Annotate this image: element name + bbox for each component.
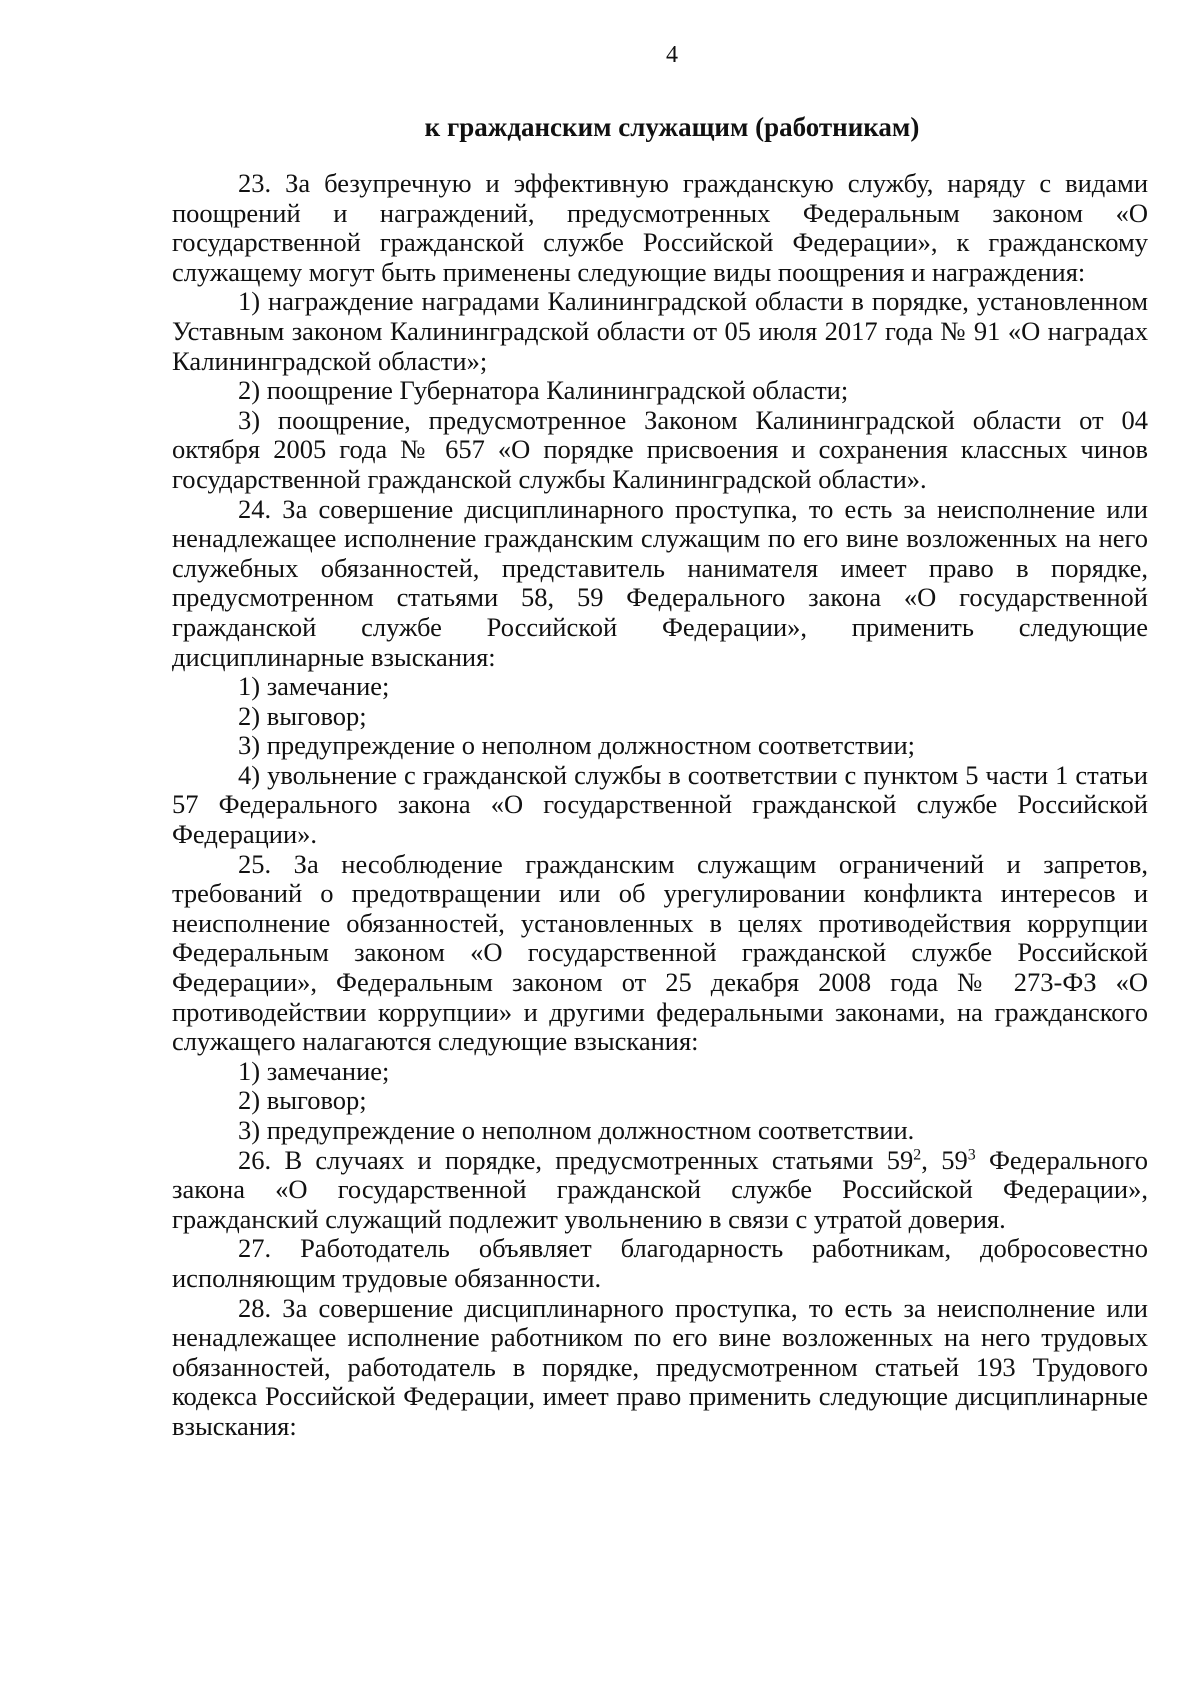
paragraph-26-part2: , 59 — [921, 1144, 968, 1175]
page-number: 4 — [666, 42, 678, 68]
paragraph-23: 23. За безупречную и эффективную гражданскую службу, наряду с видами поощрений и награждений, предусмотренных Федеральным законом «О государственной гражданской службе Российской Федерации», к гражданскому служащему могут быть применены следующие виды поощрения и награждения: — [172, 168, 1148, 287]
paragraph-26-part3: Федерального закона «О государственной гражданской службе Российской Федерации», гражданский служащий подлежит увольнению в связи с утратой доверия. — [172, 1144, 1148, 1234]
paragraph-26-part1: 26. В случаях и порядке, предусмотренных статьями 59 — [238, 1144, 914, 1175]
list-item: 2) поощрение Губернатора Калининградской области; — [238, 375, 849, 406]
paragraph-24: 24. За совершение дисциплинарного проступка, то есть за неисполнение или ненадлежащее исполнение гражданским служащим по его вине возложенных на него служебных обязанностей, представитель нанимателя имеет право в порядке, предусмотренном статьями 58, 59 Федерального закона «О государственной гражданской службе Российской Федерации», применить следующие дисциплинарные взыскания: — [172, 493, 1148, 672]
paragraph-25: 25. За несоблюдение гражданским служащим ограничений и запретов, требований о предотвращении или об урегулировании конфликта интересов и неисполнение обязанностей, установленных в целях противодействия коррупции Федеральным законом «О государственной гражданской службе Российской Федерации», Федеральным законом от 25 декабря 2008 года № 273-ФЗ «О противодействии коррупции» и другими федеральными законами, на гражданского служащего налагаются следующие взыскания: — [172, 848, 1148, 1057]
list-item: 3) предупреждение о неполном должностном соответствии. — [238, 1115, 915, 1145]
list-item: 3) поощрение, предусмотренное Законом Калининградской области от 04 октября 2005 года № 657 «О порядке присвоения и сохранения классных чинов государственной гражданской службы Калининградской области». — [172, 404, 1148, 494]
paragraph-28: 28. За совершение дисциплинарного проступка, то есть за неисполнение или ненадлежащее исполнение работником по его вине возложенных на него трудовых обязанностей, работодатель в порядке, предусмотренном статьей 193 Трудового кодекса Российской Федерации, имеет право применить следующие дисциплинарные взыскания: — [172, 1292, 1148, 1441]
list-item: 1) замечание; — [238, 1055, 390, 1086]
superscript: 3 — [967, 1146, 976, 1164]
list-item: 2) выговор; — [238, 1085, 367, 1116]
superscript: 2 — [913, 1146, 922, 1164]
list-item: 4) увольнение с гражданской службы в соответствии с пунктом 5 части 1 статьи 57 Федерального закона «О государственной гражданской службе Российской Федерации». — [172, 759, 1148, 850]
document-body — [172, 169, 1148, 1442]
paragraph-26 — [172, 1146, 1148, 1235]
section-heading: к гражданским служащим (работникам) — [424, 112, 920, 142]
list-item: 3) предупреждение о неполном должностном соответствии; — [238, 730, 915, 761]
list-item: 1) награждение наградами Калининградской области в порядке, установленном Уставным законом Калининградской области от 05 июля 2017 года № 91 «О наградах Калининградской области»; — [172, 286, 1148, 376]
list-item: 2) выговор; — [238, 700, 367, 731]
list-item: 1) замечание; — [238, 671, 390, 702]
paragraph-27: 27. Работодатель объявляет благодарность работникам, добросовестно исполняющим трудовые обязанности. — [172, 1233, 1148, 1293]
